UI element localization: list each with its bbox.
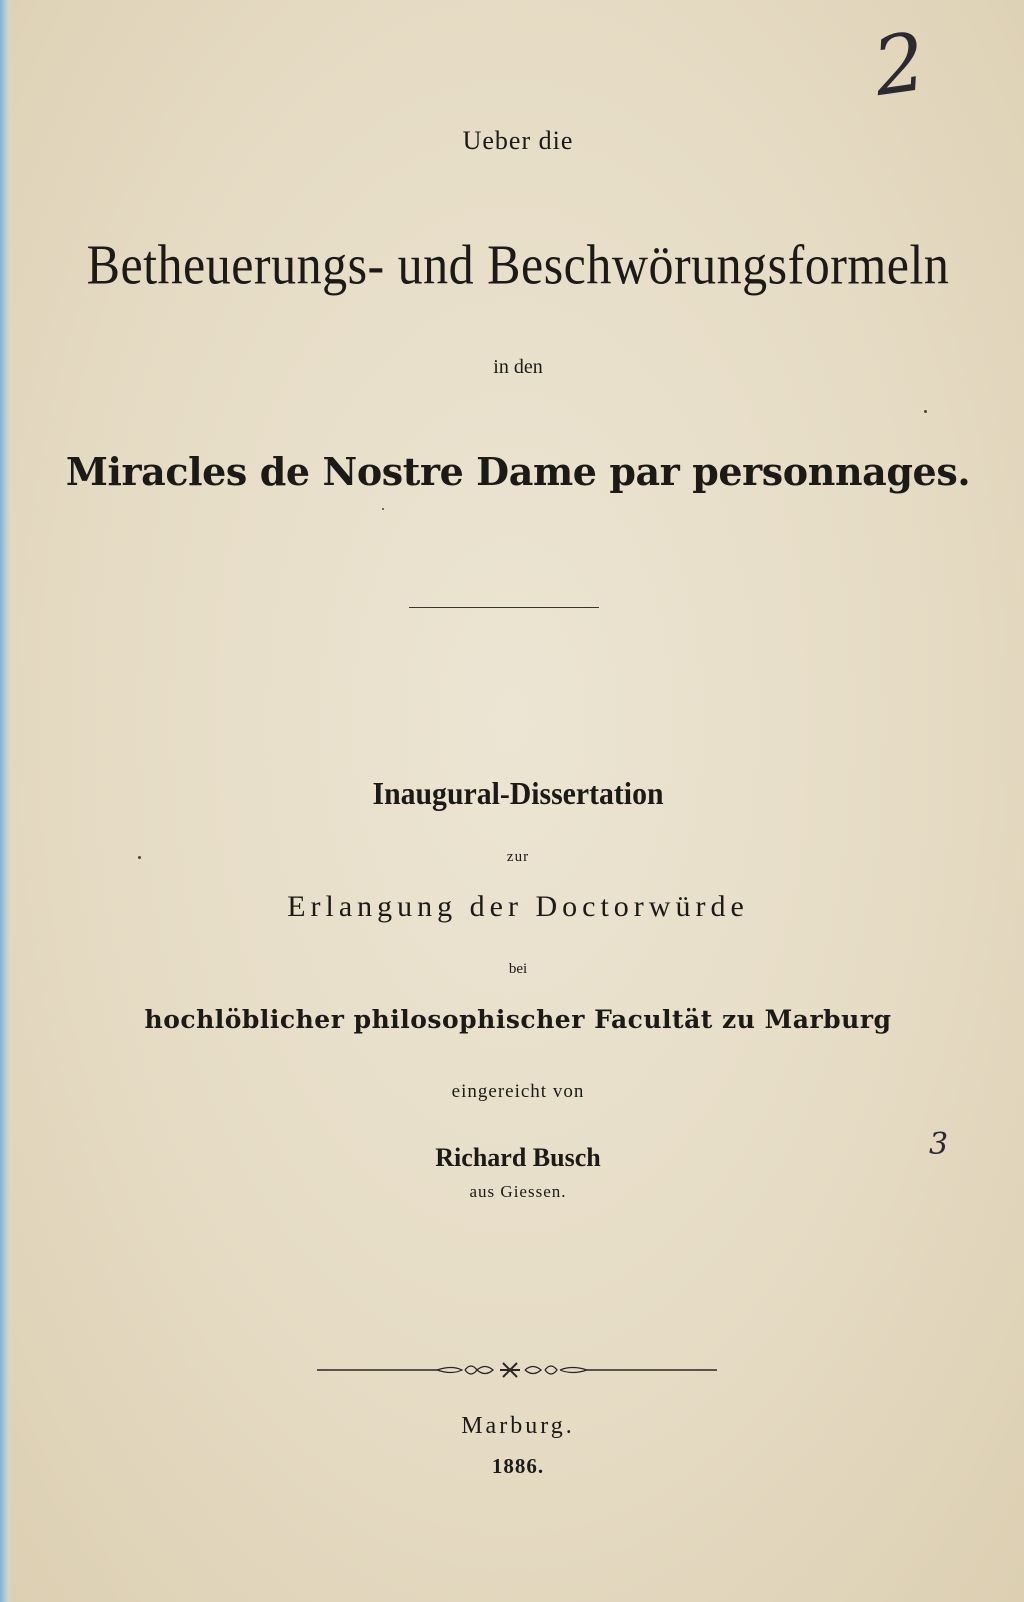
degree-purpose: Erlangung der Doctorwürde bbox=[287, 890, 749, 923]
binding-edge bbox=[0, 0, 10, 1602]
dissertation-type: Inaugural-Dissertation bbox=[372, 775, 664, 811]
paper-speck bbox=[138, 856, 141, 859]
handwritten-page-number: 2 bbox=[867, 14, 932, 115]
submitted-by: eingereicht von bbox=[451, 1081, 585, 1102]
main-title: Betheuerungs- und Beschwörungsformeln bbox=[86, 233, 950, 296]
author-name: Richard Busch bbox=[435, 1143, 601, 1172]
title-connector: in den bbox=[493, 356, 543, 378]
imprint-year: 1886. bbox=[491, 1454, 545, 1478]
title-divider-rule bbox=[409, 607, 599, 608]
subject-title: Miracles de Nostre Dame par personnages. bbox=[65, 449, 971, 494]
imprint-city: Marburg. bbox=[461, 1413, 575, 1439]
bei-text: bei bbox=[508, 961, 528, 977]
faculty-line: hochlöblicher philosophischer Facultät zu Marburg bbox=[144, 1005, 892, 1034]
paper-speck bbox=[924, 410, 927, 413]
paper-speck bbox=[382, 508, 384, 510]
title-page-content bbox=[12, 0, 1024, 1602]
author-origin: aus Giessen. bbox=[469, 1182, 567, 1201]
pre-title: Ueber die bbox=[462, 126, 574, 155]
ornament-divider bbox=[317, 1359, 717, 1381]
handwritten-side-number: 3 bbox=[929, 1127, 949, 1162]
zur-text: zur bbox=[506, 849, 530, 865]
